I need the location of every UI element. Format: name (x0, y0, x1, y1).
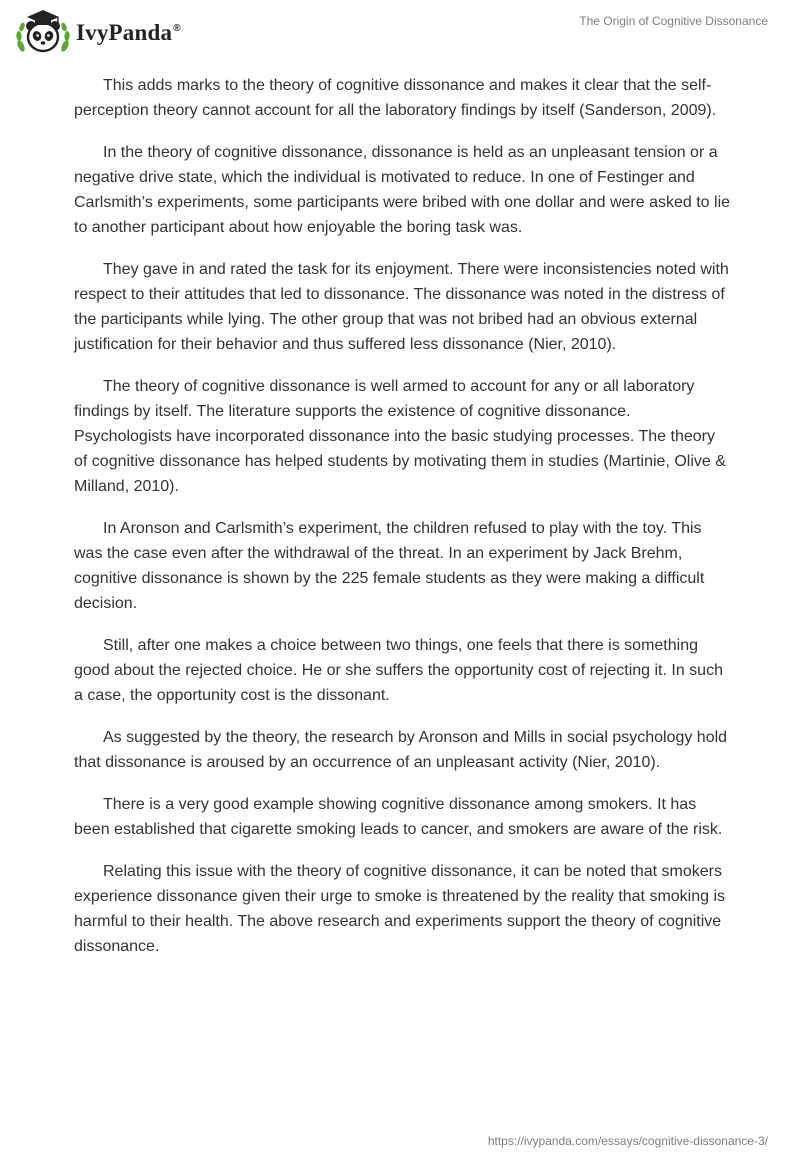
document-title: The Origin of Cognitive Dissonance (579, 14, 768, 28)
panda-graduate-icon (14, 6, 72, 56)
paragraph: This adds marks to the theory of cognitive dissonance and makes it clear that the self-perception theory cannot account for all the laboratory findings by itself (Sanderson, 2009). (74, 77, 717, 119)
essay-body (74, 73, 730, 976)
paragraph: The theory of cognitive dissonance is well armed to account for any or all laboratory findings by itself. The literature supports the existence of cognitive dissonance. Psychologists have incorporated dissonance into the basic studying processes. The theory of cognitive dissonance has helped students by motivating them in studies (Martinie, Olive & Milland, 2010). (74, 378, 726, 495)
paragraph: Relating this issue with the theory of cognitive dissonance, it can be noted that smokers experience dissonance given their urge to smoke is threatened by the reality that smoking is harmful to their health. The above research and experiments support the theory of cognitive dissonance. (74, 863, 726, 955)
paragraph: They gave in and rated the task for its enjoyment. There were inconsistencies noted with respect to their attitudes that led to dissonance. The dissonance was noted in the distress of the participants while lying. The other group that was not bribed had an obvious external justification for their behavior and thus suffered less dissonance (Nier, 2010). (74, 261, 729, 353)
ivypanda-logo[interactable] (14, 6, 181, 56)
logo-wordmark: IvyPanda® (76, 20, 181, 45)
source-url[interactable]: https://ivypanda.com/essays/cognitive-dissonance-3/ (487, 1134, 768, 1148)
paragraph: As suggested by the theory, the research by Aronson and Mills in social psychology hold that dissonance is aroused by an occurrence of an unpleasant activity (Nier, 2010). (74, 729, 728, 771)
registered-mark: ® (173, 23, 181, 35)
paragraph: In the theory of cognitive dissonance, dissonance is held as an unpleasant tension or a negative drive state, which the individual is motivated to reduce. In one of Festinger and Carlsmith’s experiments, some participants were bribed with one dollar and were asked to lie to another participant about how enjoyable the boring task was. (74, 144, 731, 236)
paragraph: Still, after one makes a choice between two things, one feels that there is something good about the rejected choice. He or she suffers the opportunity cost of rejecting it. In such a case, the opportunity cost is the dissonant. (74, 637, 723, 704)
paragraph: There is a very good example showing cognitive dissonance among smokers. It has been established that cigarette smoking leads to cancer, and smokers are aware of the risk. (74, 796, 723, 838)
paragraph: In Aronson and Carlsmith’s experiment, the children refused to play with the toy. This was the case even after the withdrawal of the threat. In an experiment by Jack Brehm, cognitive dissonance is shown by the 225 female students as they were making a difficult decision. (74, 520, 705, 612)
